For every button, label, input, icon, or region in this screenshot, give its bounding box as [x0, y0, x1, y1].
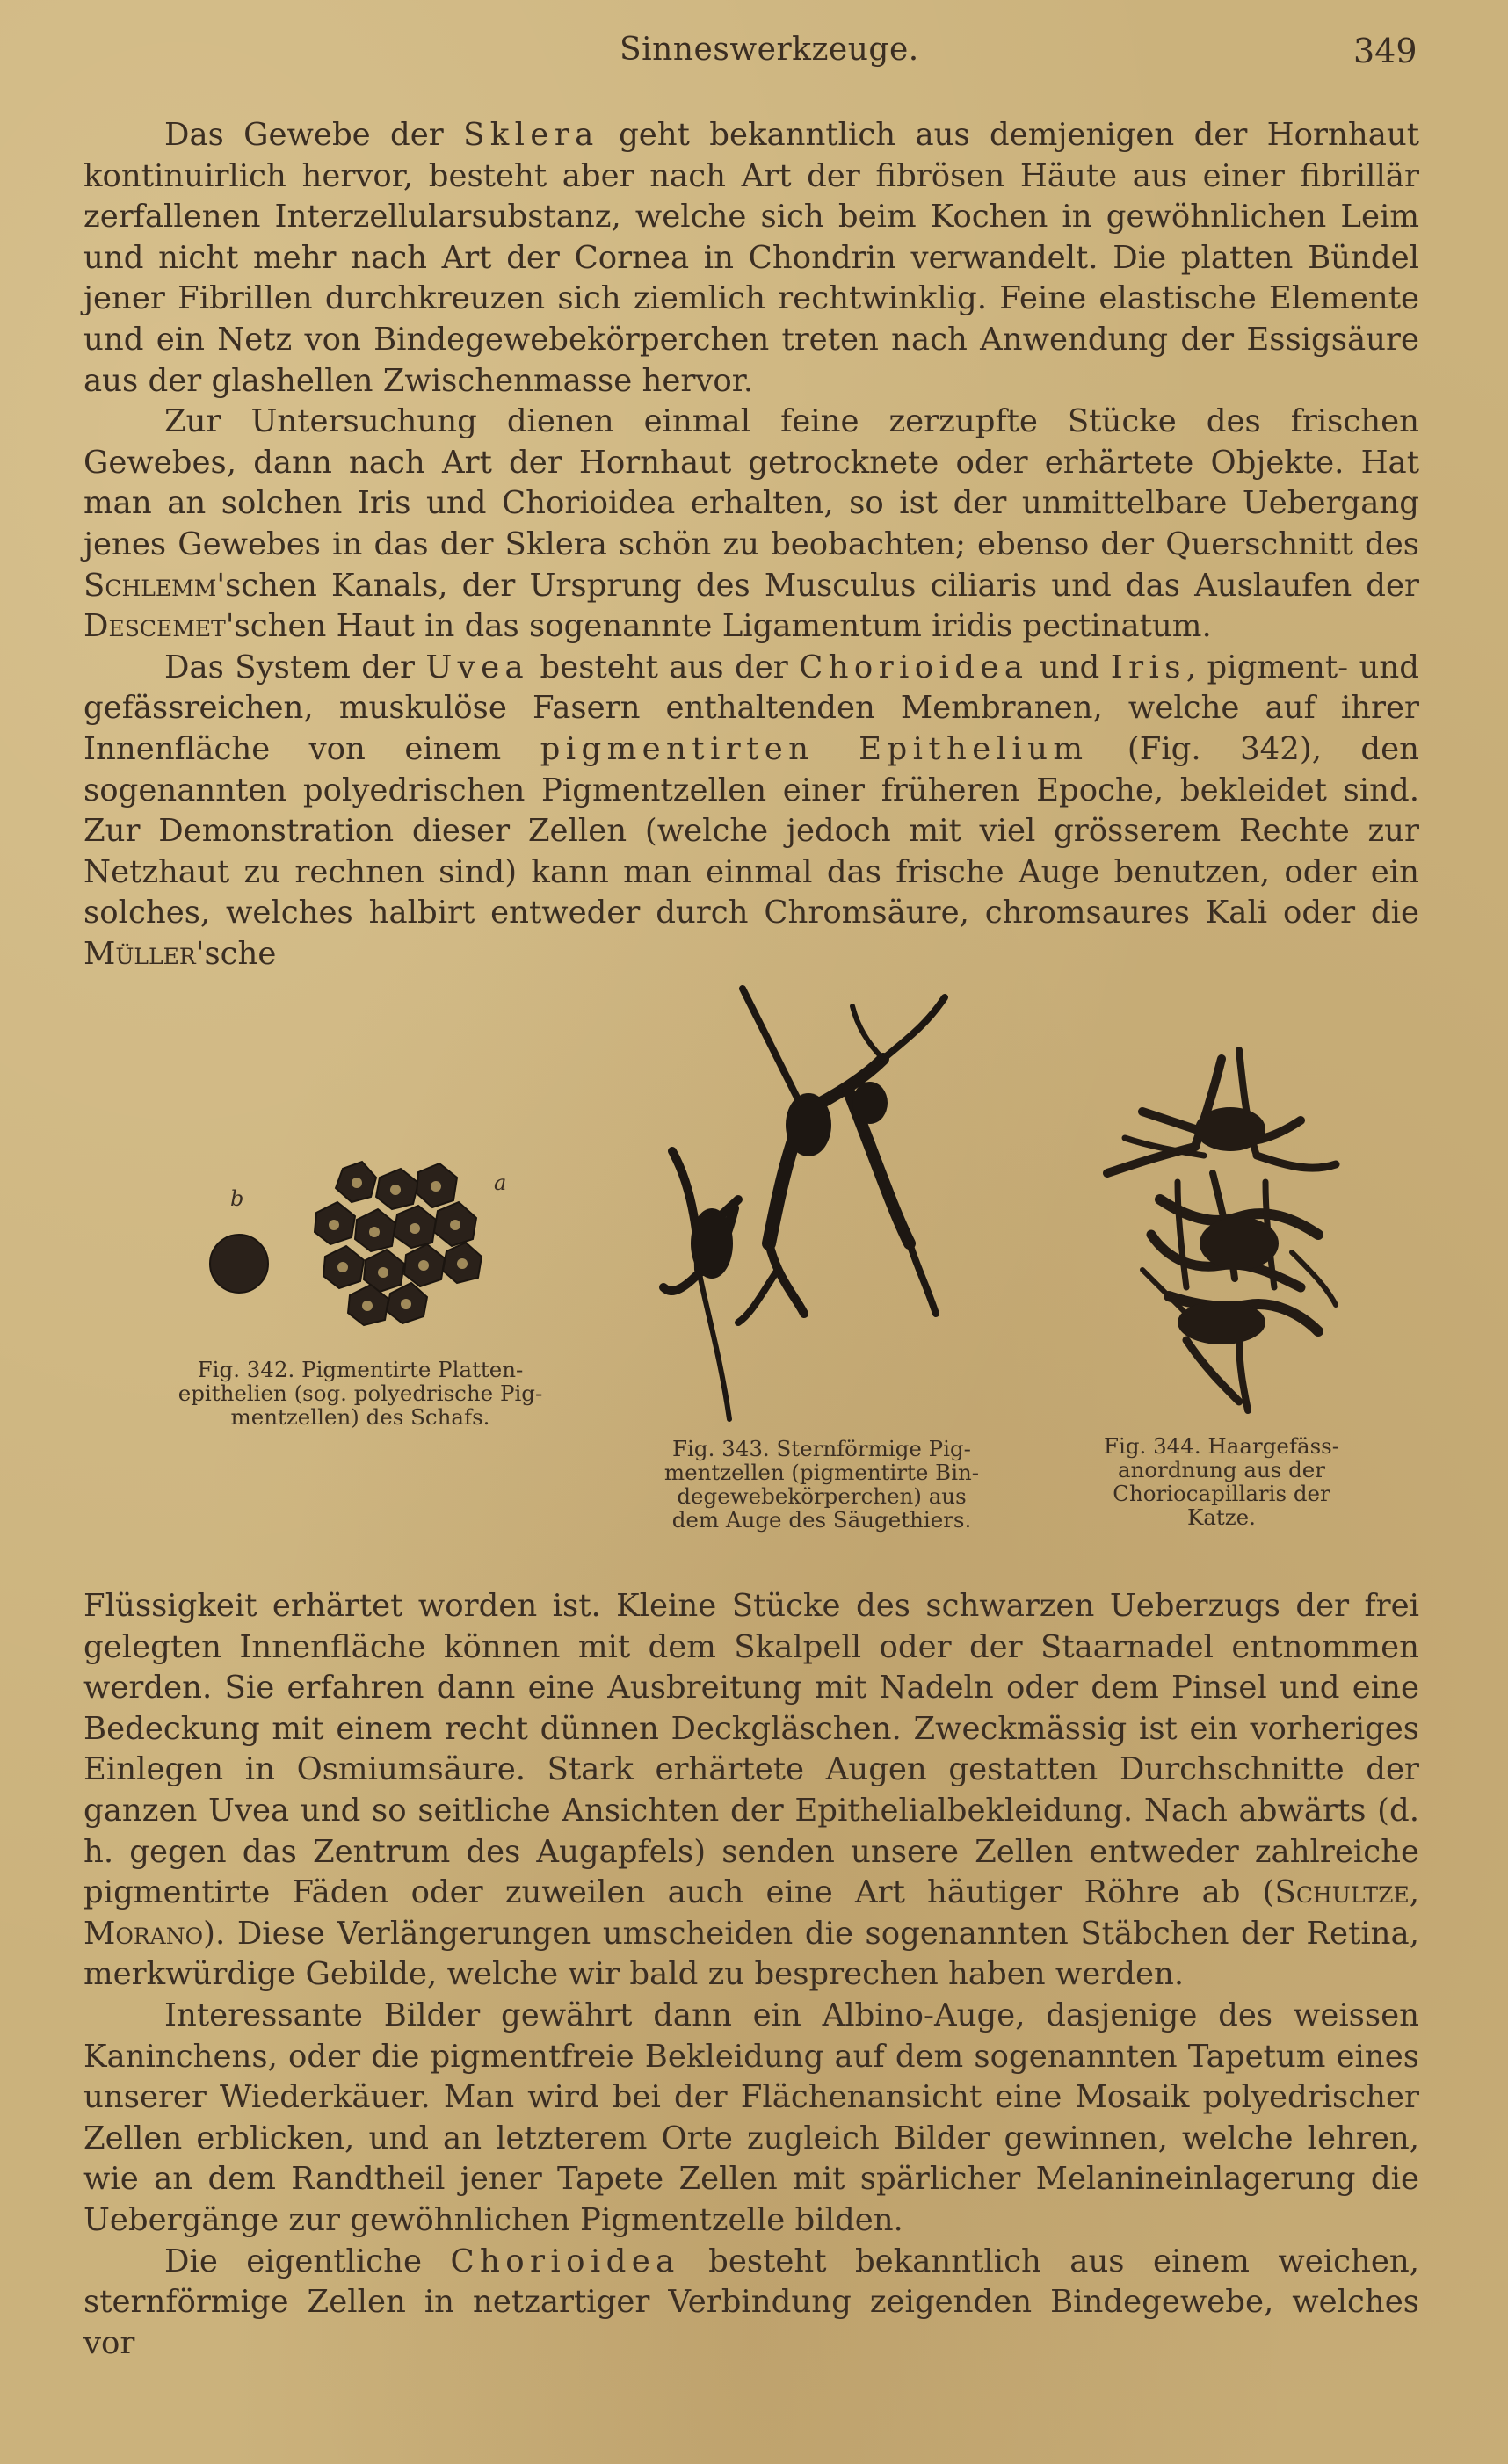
- paragraph-fluessigkeit: Flüssigkeit erhärtet worden ist. Kleine Stücke des schwarzen Ueberzugs der frei gelegten Innenfläche können mit dem Skalpell oder der Staarnadel entnommen werden. Sie erfahren dann eine Ausbreitung mit Nadeln oder dem Pinsel und eine Bedeckung mit einem recht dünnen Deckgläschen. Zweckmässig ist ein vorheriges Einlegen in Osmiumsäure. Stark erhärtete Augen gestatten Durchschnitte der ganzen Uvea und so seitliche Ansichten der Epithelialbekleidung. Nach abwärts (d. h. gegen das Zentrum des Augapfels) senden unsere Zellen entweder zahlreiche pigmentirte Fäden oder zuweilen auch eine Art häutiger Röhre ab (Schultze, Morano). Diese Verlängerungen umscheiden die sogenannten Stäbchen der Retina, merkwürdige Gebilde, welche wir bald zu besprechen haben werden.: [83, 1588, 1419, 1993]
- paragraph-sklera: Das Gewebe der Sklera geht bekanntlich aus demjenigen der Hornhaut kontinuirlich hervor, besteht aber nach Art der fibrösen Häute aus einer fibrillär zerfallenen Interzellularsubstanz, welche sich beim Kochen in gewöhnlichen Leim und nicht mehr nach Art der Cornea in Chondrin verwandelt. Die platten Bündel jener Fibrillen durchkreuzen sich ziemlich rechtwinklig. Feine elastische Elemente und ein Netz von Bindegewebekörperchen treten nach Anwendung der Essigsäure aus der glashellen Zwischenmasse hervor.: [83, 117, 1419, 399]
- term-chorioidea-2: Chorioidea: [450, 2243, 680, 2279]
- figure-342-label-b: b: [230, 1186, 244, 1211]
- paragraph-chorioidea: Die eigentliche Chorioidea besteht bekanntlich aus einem weichen, sternförmige Zellen in netzartiger Verbindung zeigenden Bindegewebe, welches vor: [83, 2243, 1419, 2361]
- page-number: 349: [1353, 32, 1417, 70]
- name-schultze: Schultze: [1274, 1874, 1410, 1911]
- term-iris: Iris: [1110, 649, 1186, 685]
- running-head-title: Sinneswerkzeuge.: [620, 32, 919, 68]
- lower-text-block: [83, 1586, 1419, 2364]
- upper-text-block: [83, 115, 1419, 975]
- figure-343-illustration: [646, 980, 1015, 1437]
- figure-343-caption: Fig. 343. Sternförmige Pig- mentzellen (pigmentirte Bin- degewebekörperchen) aus dem Auge des Säugethiers.: [663, 1436, 980, 1533]
- figure-342-illustration: [193, 1151, 527, 1371]
- paragraph-uvea: Das System der Uvea besteht aus der Chorioidea und Iris, pigment- und gefässreichen, muskulöse Fasern enthaltenden Membranen, welche auf ihrer Innenfläche von einem pigmentirten Epithelium (Fig. 342), den sogenannten polyedrischen Pigmentzellen einer früheren Epoche, bekleidet sind. Zur Demonstration dieser Zellen (welche jedoch mit viel grösserem Rechte zur Netzhaut zu rechnen sind) kann man einmal das frische Auge benutzen, oder ein solches, welches halbirt entweder durch Chromsäure, chromsaures Kali oder die Müller'sche: [83, 649, 1420, 972]
- figure-342-label-a: a: [494, 1170, 507, 1195]
- name-morano: Morano: [83, 1915, 204, 1952]
- paragraph-albino: Interessante Bilder gewährt dann ein Albino-Auge, dasjenige des weissen Kaninchens, oder die pigmentfreie Bekleidung auf dem sogenannten Tapetum eines unserer Wiederkäuer. Man wird bei der Flächenansicht eine Mosaik polyedrischer Zellen erblicken, und an letzterem Orte zugleich Bilder gewinnen, welche lehren, wie an dem Randtheil jener Tapete Zellen mit spärlicher Melanineinlagerung die Uebergänge zur gewöhnlichen Pigmentzelle bilden.: [83, 1997, 1419, 2238]
- term-chorioidea: Chorioidea: [799, 649, 1029, 685]
- name-descemet: Descemet: [83, 608, 226, 645]
- figure-344-caption: Fig. 344. Haargefäss- anordnung aus der Choriocapillaris der Katze.: [1103, 1433, 1339, 1530]
- name-schlemm: Schlemm: [83, 567, 217, 604]
- name-mueller: Müller: [83, 935, 196, 972]
- paragraph-untersuchung: Zur Untersuchung dienen einmal feine zerzupfte Stücke des frischen Gewebes, dann nach Art der Hornhaut getrocknete oder erhärtete Objekte. Hat man an solchen Iris und Chorioidea erhalten, so ist der unmittelbare Uebergang jenes Gewebes in das der Sklera schön zu beobachten; ebenso der Querschnitt des Schlemm'schen Kanals, der Ursprung des Musculus ciliaris und das Auslaufen der Descemet'schen Haut in das sogenannte Ligamentum iridis pectinatum.: [83, 403, 1419, 645]
- term-pigmentirten-epithelium: pigmentirten Epithelium: [540, 730, 1089, 767]
- term-sklera: Sklera: [463, 117, 599, 153]
- figure-344-illustration: [1090, 1041, 1353, 1419]
- figure-342-caption: Fig. 342. Pigmentirte Platten- epithelien (sog. polyedrische Pig- mentzellen) des Schafs.: [178, 1357, 543, 1430]
- term-uvea: Uvea: [425, 649, 530, 685]
- running-head: [0, 32, 1508, 76]
